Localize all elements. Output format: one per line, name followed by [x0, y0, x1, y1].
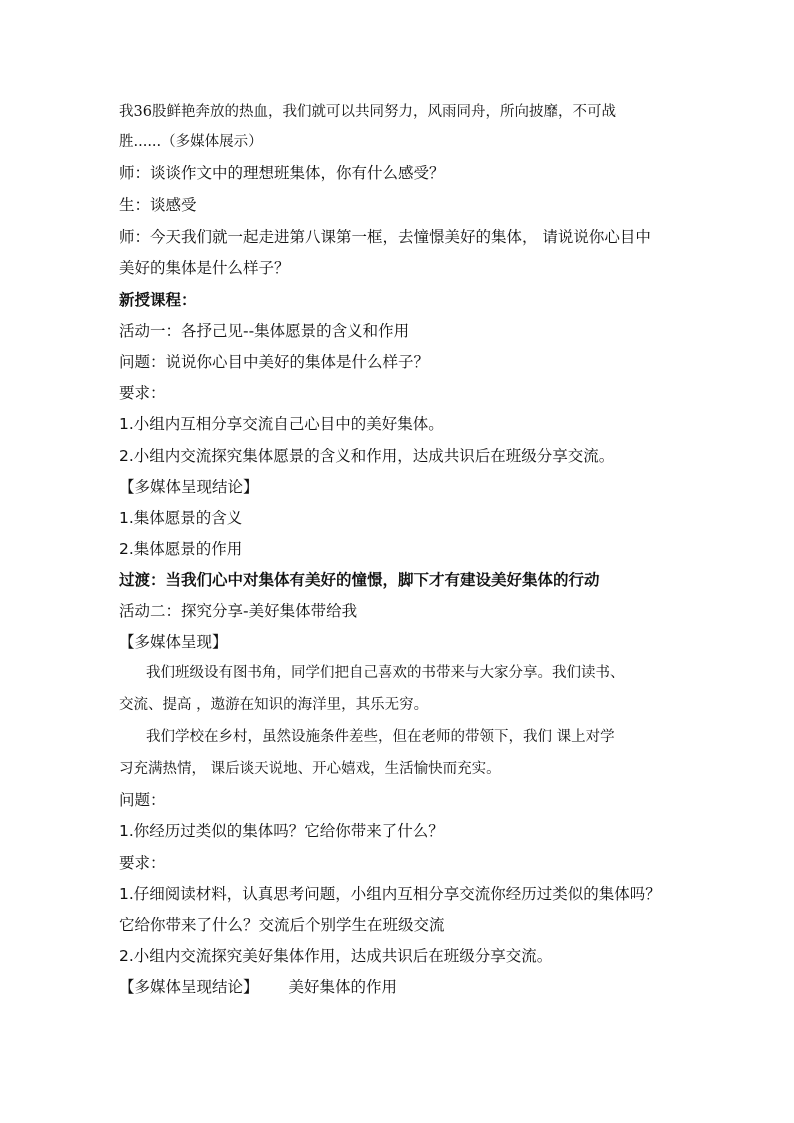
text-line: 1.仔细阅读材料，认真思考问题，小组内互相分享交流你经历过类似的集体吗？ — [119, 885, 661, 903]
text-line: 美好的集体是什么样子？ — [119, 259, 290, 277]
material-line: 我们学校在乡村，虽然设施条件差些，但在老师的带领下，我们 课上对学 — [146, 729, 615, 745]
text-line: 2.小组内交流探究美好集体作用，达成共识后在班级分享交流。 — [119, 947, 553, 965]
text-line: 【多媒体呈现结论】 — [119, 478, 259, 496]
text-line: 我36股鲜艳奔放的热血，我们就可以共同努力，风雨同舟，所向披靡，不可战 — [119, 104, 616, 120]
material-line: 交流、提高 ，遨游在知识的海洋里，其乐无穷。 — [119, 697, 429, 713]
text-line: 【多媒体呈现】 — [119, 633, 228, 651]
text-line: 活动一：各抒己见--集体愿景的含义和作用 — [119, 322, 410, 340]
text-line: 要求： — [119, 384, 166, 402]
section-heading: 新授课程： — [119, 291, 197, 309]
text-line: 师：谈谈作文中的理想班集体，你有什么感受？ — [119, 164, 445, 182]
text-line: 问题：说说你心目中美好的集体是什么样子？ — [119, 353, 430, 371]
text-line: 它给你带来了什么？交流后个别学生在班级交流 — [119, 916, 445, 934]
text-line: 1.你经历过类似的集体吗？它给你带来了什么？ — [119, 822, 444, 840]
text-line: 问题： — [119, 791, 166, 809]
material-line: 我们班级设有图书角，同学们把自己喜欢的书带来与大家分享。我们读书、 — [146, 665, 625, 681]
text-line: 活动二：探究分享-美好集体带给我 — [119, 602, 358, 620]
text-line: 生：谈感受 — [119, 196, 197, 214]
material-line: 习充满热情， 课后谈天说地、开心嬉戏，生活愉快而充实。 — [119, 761, 501, 777]
text-line: 2.集体愿景的作用 — [119, 540, 243, 558]
text-line: 师：今天我们就一起走进第八课第一框，去憧憬美好的集体， 请说说你心目中 — [119, 228, 651, 246]
conclusion-text: 美好集体的作用 — [288, 978, 398, 996]
text-line: 2.小组内交流探究集体愿景的含义和作用，达成共识后在班级分享交流。 — [119, 447, 615, 465]
transition-line: 过渡：当我们心中对集体有美好的憧憬，脚下才有建设美好集体的行动 — [119, 571, 600, 589]
text-line: 1.集体愿景的含义 — [119, 509, 243, 527]
text-line: 胜......（多媒体展示） — [119, 134, 263, 150]
text-line — [119, 977, 694, 997]
conclusion-label: 【多媒体呈现结论】 — [119, 978, 259, 996]
text-line: 要求： — [119, 854, 166, 872]
text-line: 1.小组内互相分享交流自己心目中的美好集体。 — [119, 415, 444, 433]
